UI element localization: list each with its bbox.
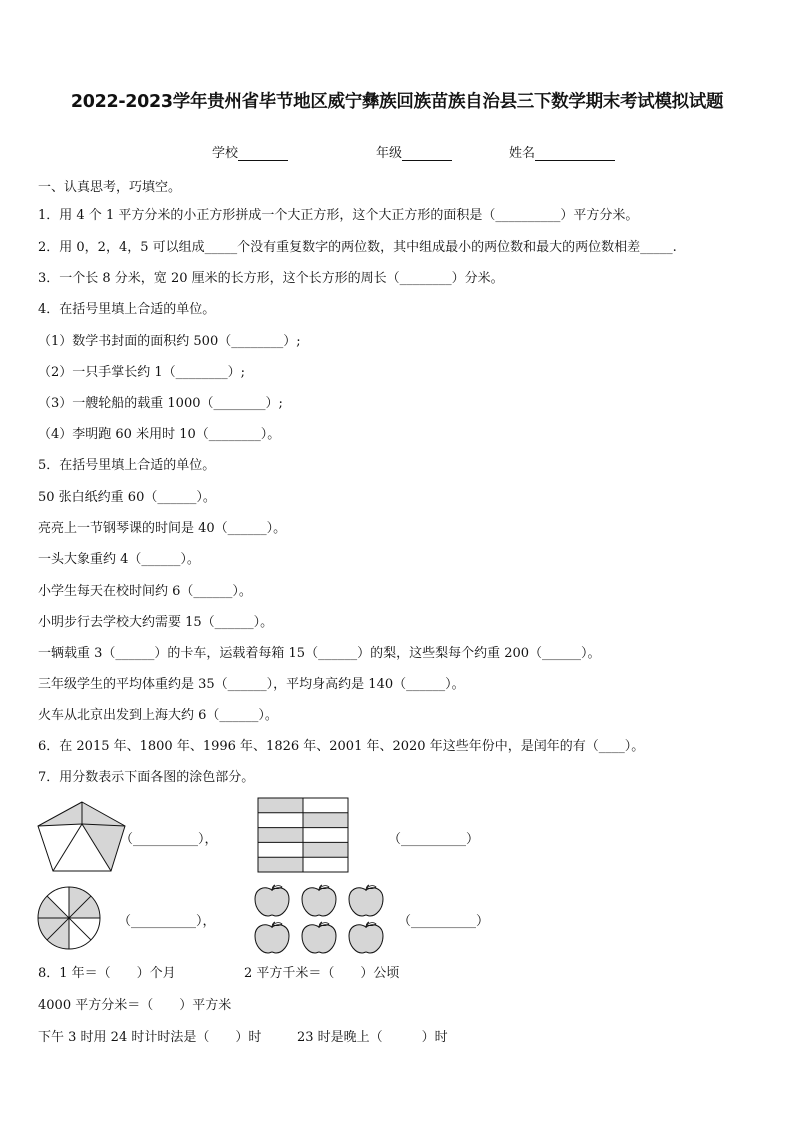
school-label: 学校 <box>212 146 239 161</box>
apple-icon <box>349 885 383 916</box>
name-blank[interactable] <box>535 146 615 161</box>
question-5-5: 小明步行去学校大约需要 15（______）。 <box>38 615 274 630</box>
question-6: 6．在 2015 年、1800 年、1996 年、1826 年、2001 年、2020 年这些年份中，是闰年的有（____）。 <box>38 739 645 754</box>
question-5: 5．在括号里填上合适的单位。 <box>38 458 216 473</box>
apple-icon <box>349 922 383 953</box>
question-5-7: 三年级学生的平均体重约是 35（______），平均身高约是 140（______）。 <box>38 677 465 692</box>
question-1: 1．用 4 个 1 平方分米的小正方形拼成一个大正方形，这个大正方形的面积是（__________）平方分米。 <box>38 208 639 223</box>
question-5-1: 50 张白纸约重 60（______）。 <box>38 490 216 505</box>
grid-cell-shaded <box>258 828 303 843</box>
grid-cell-shaded <box>303 842 348 857</box>
question-8-4: 下午 3 时用 24 时计时法是（ ）时 <box>38 1030 262 1045</box>
question-3: 3．一个长 8 分米，宽 20 厘米的长方形，这个长方形的周长（________）分米。 <box>38 271 504 286</box>
question-5-6: 一辆载重 3（______）的卡车，运载着每箱 15（______）的梨，这些梨每个约重 200（______）。 <box>38 646 601 661</box>
grade-label: 年级 <box>376 146 403 161</box>
grade-field <box>376 142 452 161</box>
grid-cell-shaded <box>258 798 303 813</box>
question-7: 7．用分数表示下面各图的涂色部分。 <box>38 770 255 785</box>
school-blank[interactable] <box>238 146 288 161</box>
question-4-4: （4）李明跑 60 米用时 10（________）。 <box>38 427 281 442</box>
grid-figure <box>257 797 349 873</box>
pentagon-answer-blank[interactable]: （__________）， <box>120 832 218 847</box>
grid-cell-shaded <box>258 857 303 872</box>
grade-blank[interactable] <box>402 146 452 161</box>
question-5-4: 小学生每天在校时间约 6（______）。 <box>38 584 252 599</box>
section-heading: 一、认真思考，巧填空。 <box>38 180 182 195</box>
question-8-3: 4000 平方分米＝（ ）平方米 <box>38 998 232 1013</box>
question-8-5: 23 时是晚上（ ）时 <box>297 1030 448 1045</box>
apple-icon <box>302 922 336 953</box>
apple-icon <box>302 885 336 916</box>
name-field <box>509 142 615 161</box>
question-8-2: 2 平方千米＝（ ）公顷 <box>244 966 400 981</box>
question-5-2: 亮亮上一节钢琴课的时间是 40（______）。 <box>38 521 287 536</box>
apple-icon <box>255 885 289 916</box>
question-4-1: （1）数学书封面的面积约 500（________）; <box>38 334 301 349</box>
question-2: 2．用 0，2，4，5 可以组成_____个没有重复数字的两位数，其中组成最小的两位数和最大的两位数相差_____. <box>38 240 677 255</box>
pentagon-figure <box>36 800 128 872</box>
name-label: 姓名 <box>509 146 536 161</box>
question-8-1: 8．1 年＝（ ）个月 <box>38 966 176 981</box>
circle-answer-blank[interactable]: （__________）， <box>118 914 216 929</box>
question-5-3: 一头大象重约 4（______）。 <box>38 552 200 567</box>
circle-figure <box>36 885 102 951</box>
apples-figure <box>252 882 390 956</box>
school-field <box>212 142 288 161</box>
page-title: 2022-2023学年贵州省毕节地区威宁彝族回族苗族自治县三下数学期末考试模拟试题 <box>70 92 724 112</box>
apples-answer-blank[interactable]: （__________） <box>398 914 490 929</box>
apple-icon <box>255 922 289 953</box>
question-4-2: （2）一只手掌长约 1（________）; <box>38 365 246 380</box>
grid-answer-blank[interactable]: （__________） <box>388 832 480 847</box>
question-5-8: 火车从北京出发到上海大约 6（______）。 <box>38 708 278 723</box>
question-4: 4．在括号里填上合适的单位。 <box>38 302 216 317</box>
grid-cell-shaded <box>303 813 348 828</box>
circle-sector-shaded <box>38 896 69 918</box>
question-4-3: （3）一艘轮船的载重 1000（________）; <box>38 396 283 411</box>
